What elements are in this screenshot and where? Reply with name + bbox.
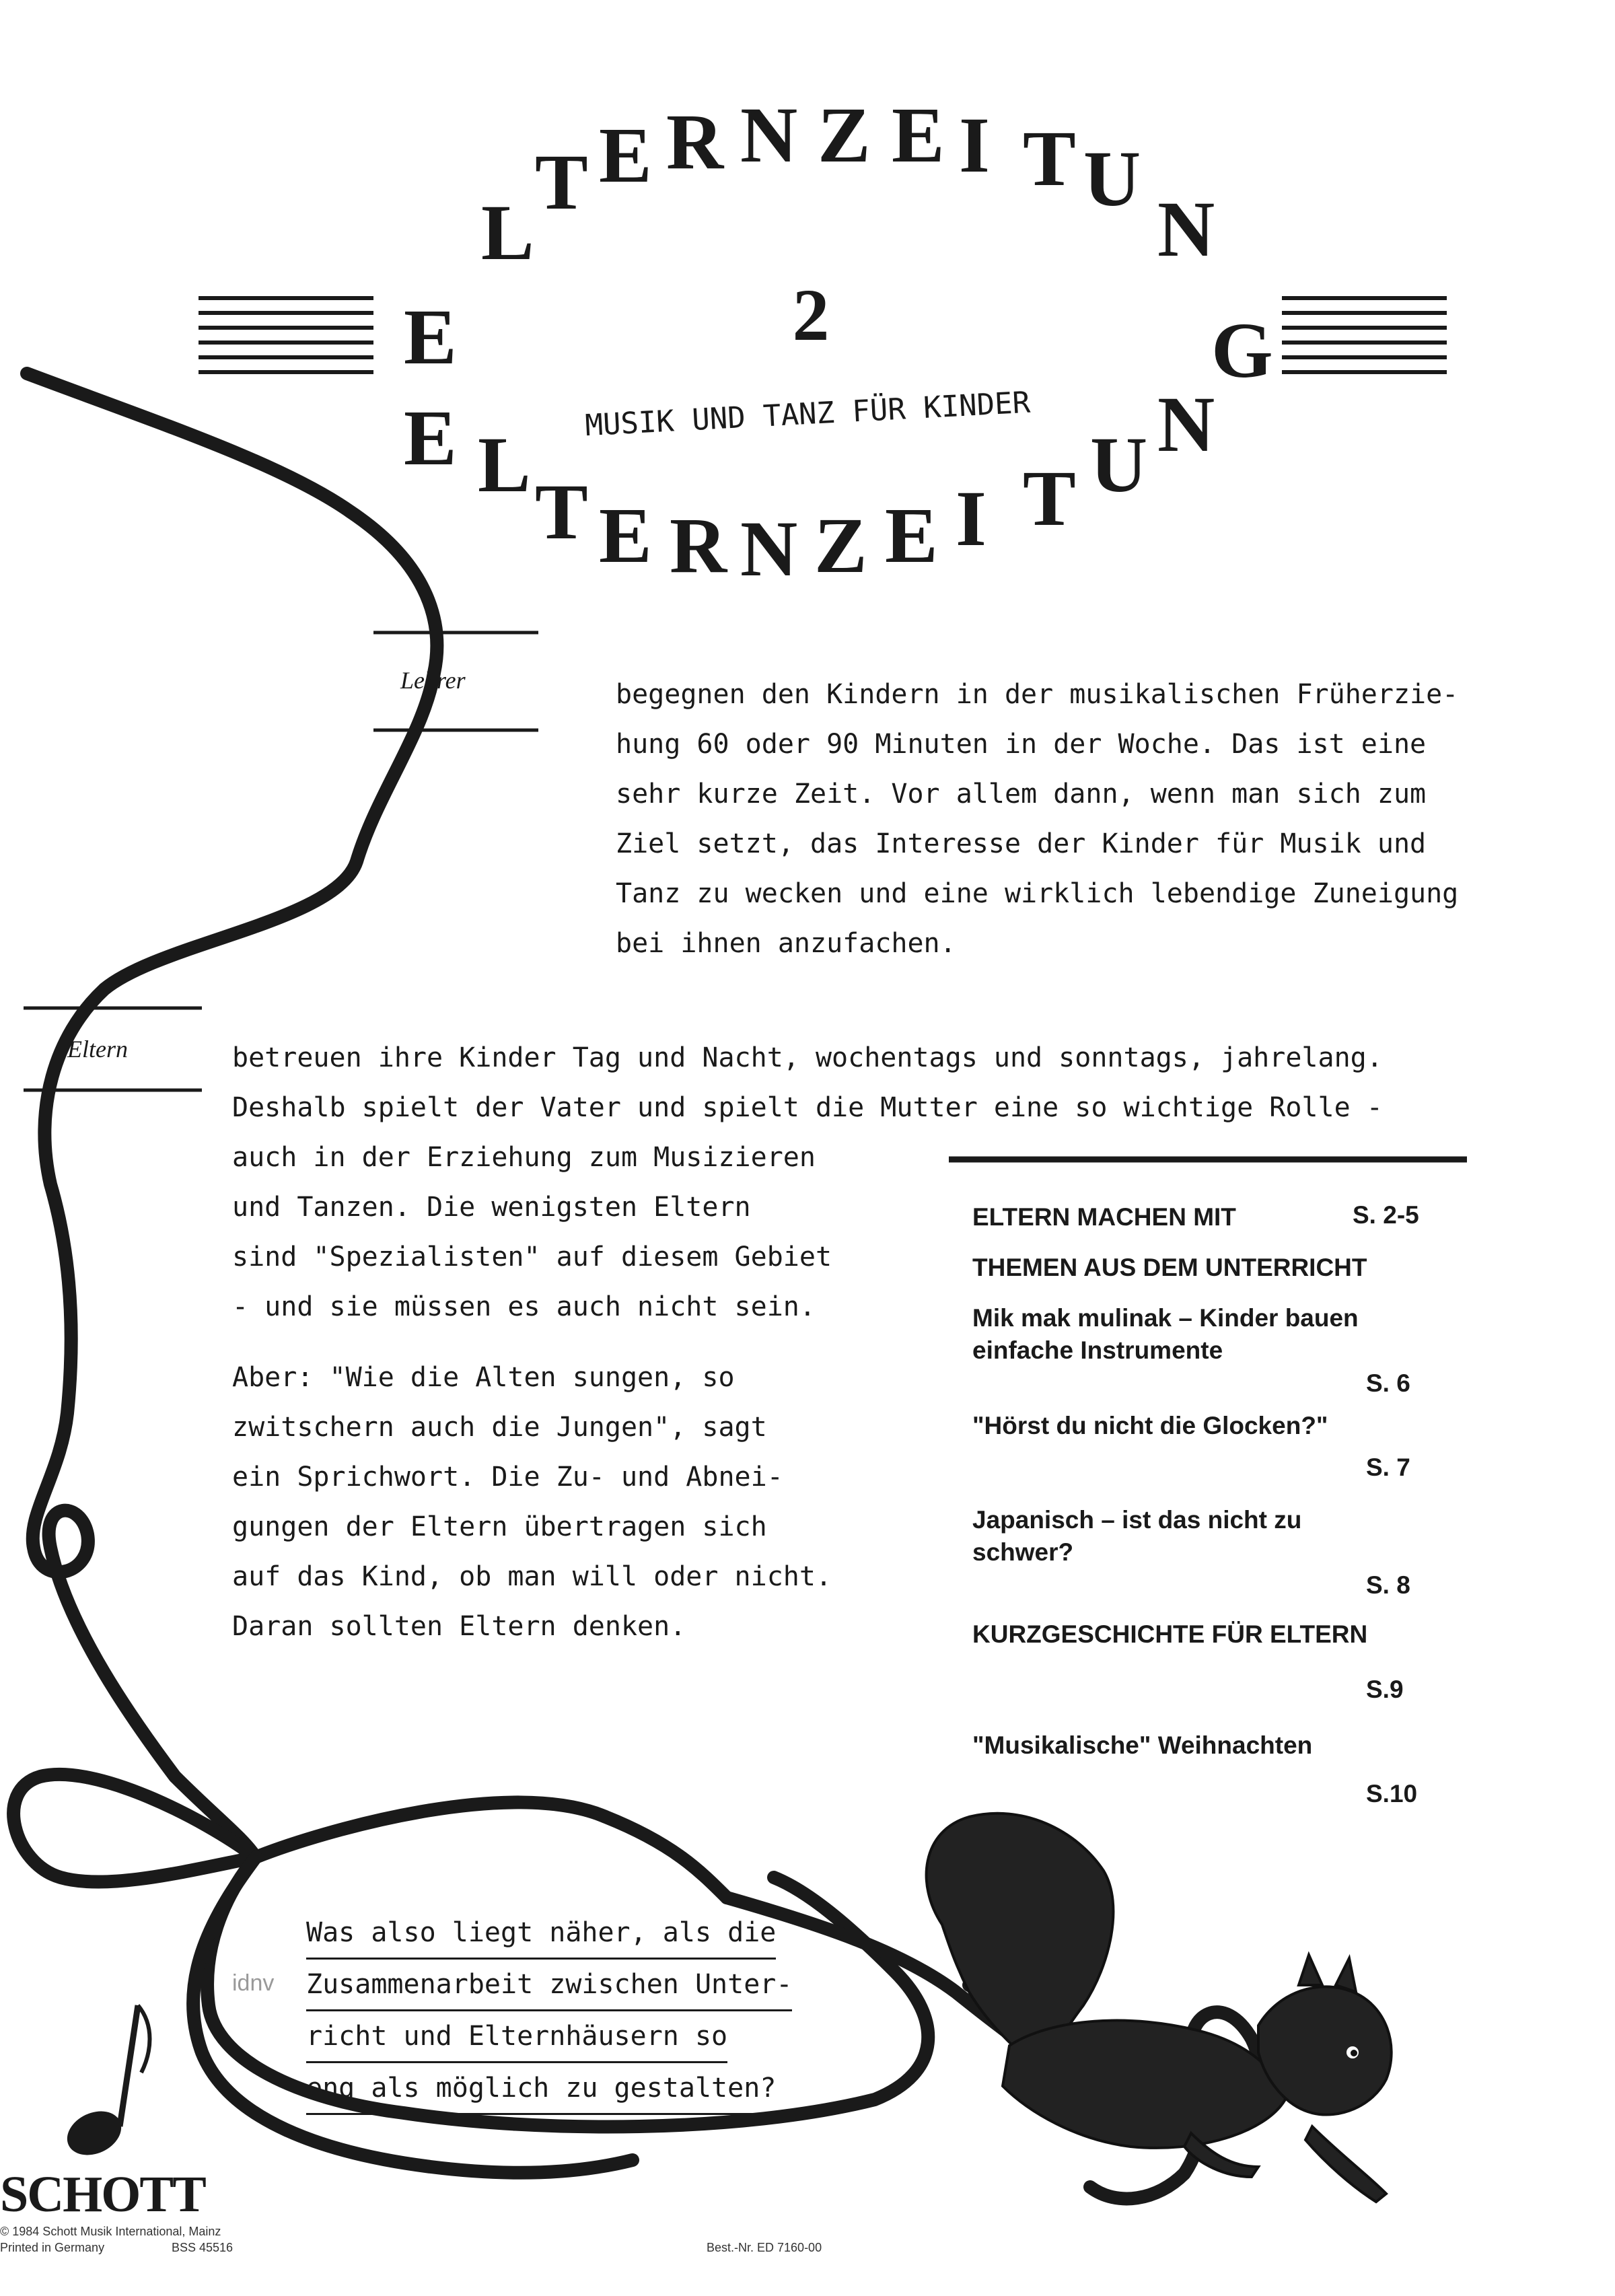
product-code: BSS 45516 <box>172 2241 234 2254</box>
toc-entry: Mik mak mulinak – Kinder bauen einfache Instrumente <box>972 1304 1359 1364</box>
lehrer-line: begegnen den Kindern in der musikalischen Früherzie- <box>616 679 1459 710</box>
title-letter: E <box>599 491 652 579</box>
title-letter: N <box>740 91 798 179</box>
toc-page: S.10 <box>1366 1780 1418 1807</box>
title-letter: N <box>1157 185 1215 273</box>
title-letter: E <box>892 91 945 179</box>
title-letter: E <box>599 111 652 199</box>
title-letter: E <box>404 293 457 381</box>
watermark: idnv <box>232 1970 275 1996</box>
toc-entry: ELTERN MACHEN MIT <box>972 1203 1236 1231</box>
toc-entry: THEMEN AUS DEM UNTERRICHT <box>972 1254 1367 1281</box>
title-letter: N <box>740 505 798 593</box>
aber-line: Aber: "Wie die Alten sungen, so <box>232 1362 735 1393</box>
title-letter: L <box>478 421 531 509</box>
eltern-line: betreuen ihre Kinder Tag und Nacht, wochentags und sonntags, jahrelang. <box>232 1042 1383 1073</box>
closing-line: richt und Elternhäusern so <box>306 2011 727 2063</box>
publisher-logo: SCHOTT <box>0 2166 205 2223</box>
toc-entry: Japanisch – ist das nicht zu schwer? <box>972 1506 1302 1566</box>
title-letter: T <box>535 138 588 226</box>
title-letter: G <box>1211 306 1273 394</box>
title-letter: T <box>1023 454 1076 542</box>
title-letter: N <box>1157 380 1215 468</box>
title-letter: E <box>404 394 457 482</box>
issue-number: 2 <box>792 274 830 356</box>
toc-entry: "Musikalische" Weihnachten <box>972 1731 1313 1759</box>
lehrer-line: hung 60 oder 90 Minuten in der Woche. Das ist eine <box>616 729 1427 760</box>
title-letter: I <box>956 474 986 563</box>
toc-page: S. 2-5 <box>1353 1201 1419 1229</box>
title-letter: R <box>670 501 727 589</box>
eltern-line: auch in der Erziehung zum Musizieren <box>232 1142 816 1173</box>
eltern-line: und Tanzen. Die wenigsten Eltern <box>232 1192 751 1223</box>
printed-line: Printed in Germany <box>0 2241 105 2254</box>
toc-page: S. 7 <box>1366 1454 1410 1481</box>
title-letter: Z <box>814 501 867 589</box>
eltern-label: Eltern <box>67 1036 128 1063</box>
masthead-subtitle: MUSIK UND TANZ FÜR KINDER <box>584 385 1032 443</box>
toc-page: S. 8 <box>1366 1571 1410 1599</box>
toc-entry: "Hörst du nicht die Glocken?" <box>972 1412 1328 1439</box>
aber-line: gungen der Eltern übertragen sich <box>232 1511 767 1542</box>
closing-line: eng als möglich zu gestalten? <box>306 2063 776 2115</box>
title-letter: T <box>535 468 588 556</box>
eltern-line: Deshalb spielt der Vater und spielt die Mutter eine so wichtige Rolle - <box>232 1092 1383 1123</box>
toc-page: S. 6 <box>1366 1369 1410 1397</box>
lehrer-label: Lehrer <box>400 667 466 694</box>
title-letter: I <box>959 101 990 189</box>
title-letter: L <box>481 188 534 277</box>
order-number: Best.-Nr. ED 7160-00 <box>707 2241 822 2254</box>
lehrer-line: sehr kurze Zeit. Vor allem dann, wenn man sich zum <box>616 779 1427 810</box>
copyright-line: © 1984 Schott Musik International, Mainz <box>0 2225 221 2238</box>
eltern-line: sind "Spezialisten" auf diesem Gebiet <box>232 1242 832 1272</box>
eltern-line: - und sie müssen es auch nicht sein. <box>232 1291 816 1322</box>
toc-page: S.9 <box>1366 1676 1404 1703</box>
lehrer-line: Ziel setzt, das Interesse der Kinder für Musik und <box>616 828 1427 859</box>
title-letter: R <box>666 98 724 186</box>
aber-line: ein Sprichwort. Die Zu- und Abnei- <box>232 1462 783 1493</box>
title-letter: T <box>1023 114 1076 203</box>
lehrer-line: Tanz zu wecken und eine wirklich lebendige Zuneigung <box>616 878 1459 909</box>
title-letter: Z <box>818 91 871 179</box>
toc-entry: KURZGESCHICHTE FÜR ELTERN <box>972 1620 1368 1648</box>
closing-line: Zusammenarbeit zwischen Unter- <box>306 1960 792 2011</box>
aber-line: auf das Kind, ob man will oder nicht. <box>232 1561 832 1592</box>
title-letter: U <box>1083 135 1141 223</box>
title-letter: U <box>1090 421 1148 509</box>
title-letter: E <box>885 491 938 579</box>
aber-line: zwitschern auch die Jungen", sagt <box>232 1412 767 1443</box>
closing-line: Was also liegt näher, als die <box>306 1908 776 1960</box>
aber-line: Daran sollten Eltern denken. <box>232 1611 686 1642</box>
lehrer-line: bei ihnen anzufachen. <box>616 928 956 959</box>
